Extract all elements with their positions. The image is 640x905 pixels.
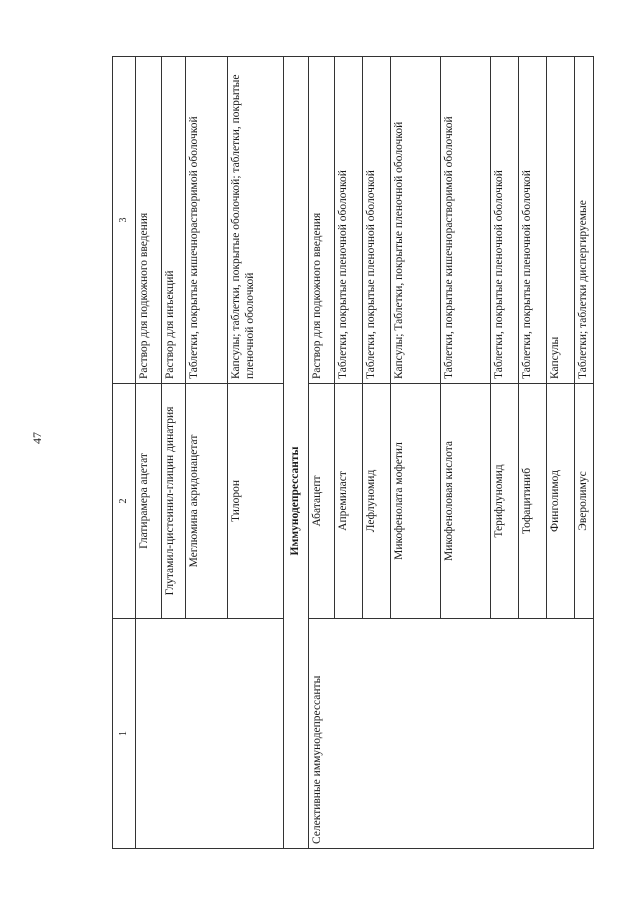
drug-table	[112, 56, 594, 849]
drug-form: Таблетки; таблетки диспергируемые	[575, 57, 594, 384]
group-title-spacer	[284, 619, 309, 849]
drug-form: Раствор для подкожного введения	[309, 57, 335, 384]
drug-name: Микофеноловая кислота	[441, 384, 491, 619]
table-row	[309, 57, 335, 849]
subgroup-label: Селективные иммунодепрессанты	[309, 619, 594, 849]
drug-name: Глатирамера ацетат	[136, 384, 162, 619]
header-col-2: 2	[113, 384, 136, 619]
drug-form: Раствор для инъекций	[162, 57, 186, 384]
page-number: 47	[30, 432, 44, 444]
drug-form: Капсулы; Таблетки, покрытые пленочной оболочкой	[391, 57, 441, 384]
drug-name: Финголимод	[547, 384, 575, 619]
drug-name: Микофенолата мофетил	[391, 384, 441, 619]
drug-form: Таблетки, покрытые кишечнорастворимой оболочкой	[186, 57, 228, 384]
drug-form: Капсулы; таблетки, покрытые оболочкой; таблетки, покрытые пленочной оболочкой	[228, 57, 284, 384]
table-row	[136, 57, 162, 849]
group-title: Иммунодепрессанты	[284, 384, 309, 619]
header-col-1: 1	[113, 619, 136, 849]
table-header-row	[113, 57, 136, 849]
header-col-3: 3	[113, 57, 136, 384]
drug-name: Глутамил-цистеинил-глицин динатрия	[162, 384, 186, 619]
drug-name: Тилорон	[228, 384, 284, 619]
drug-form: Таблетки, покрытые пленочной оболочкой	[335, 57, 363, 384]
empty-group-cell	[136, 619, 284, 849]
drug-name: Лефлуномид	[363, 384, 391, 619]
rotated-page	[112, 57, 588, 849]
drug-name: Меглюмина акридонацетат	[186, 384, 228, 619]
drug-form: Таблетки, покрытые пленочной оболочкой	[363, 57, 391, 384]
drug-name: Абатацепт	[309, 384, 335, 619]
drug-form: Таблетки, покрытые пленочной оболочкой	[519, 57, 547, 384]
group-title-row	[284, 57, 309, 849]
drug-form: Раствор для подкожного введения	[136, 57, 162, 384]
drug-name: Терифлуномид	[491, 384, 519, 619]
drug-name: Тофацитиниб	[519, 384, 547, 619]
table-container	[112, 57, 588, 849]
drug-form: Таблетки, покрытые пленочной оболочкой	[491, 57, 519, 384]
drug-form: Таблетки, покрытые кишечнорастворимой оболочкой	[441, 57, 491, 384]
group-title-spacer	[284, 57, 309, 384]
drug-name: Эверолимус	[575, 384, 594, 619]
drug-form: Капсулы	[547, 57, 575, 384]
drug-name: Апремиласт	[335, 384, 363, 619]
